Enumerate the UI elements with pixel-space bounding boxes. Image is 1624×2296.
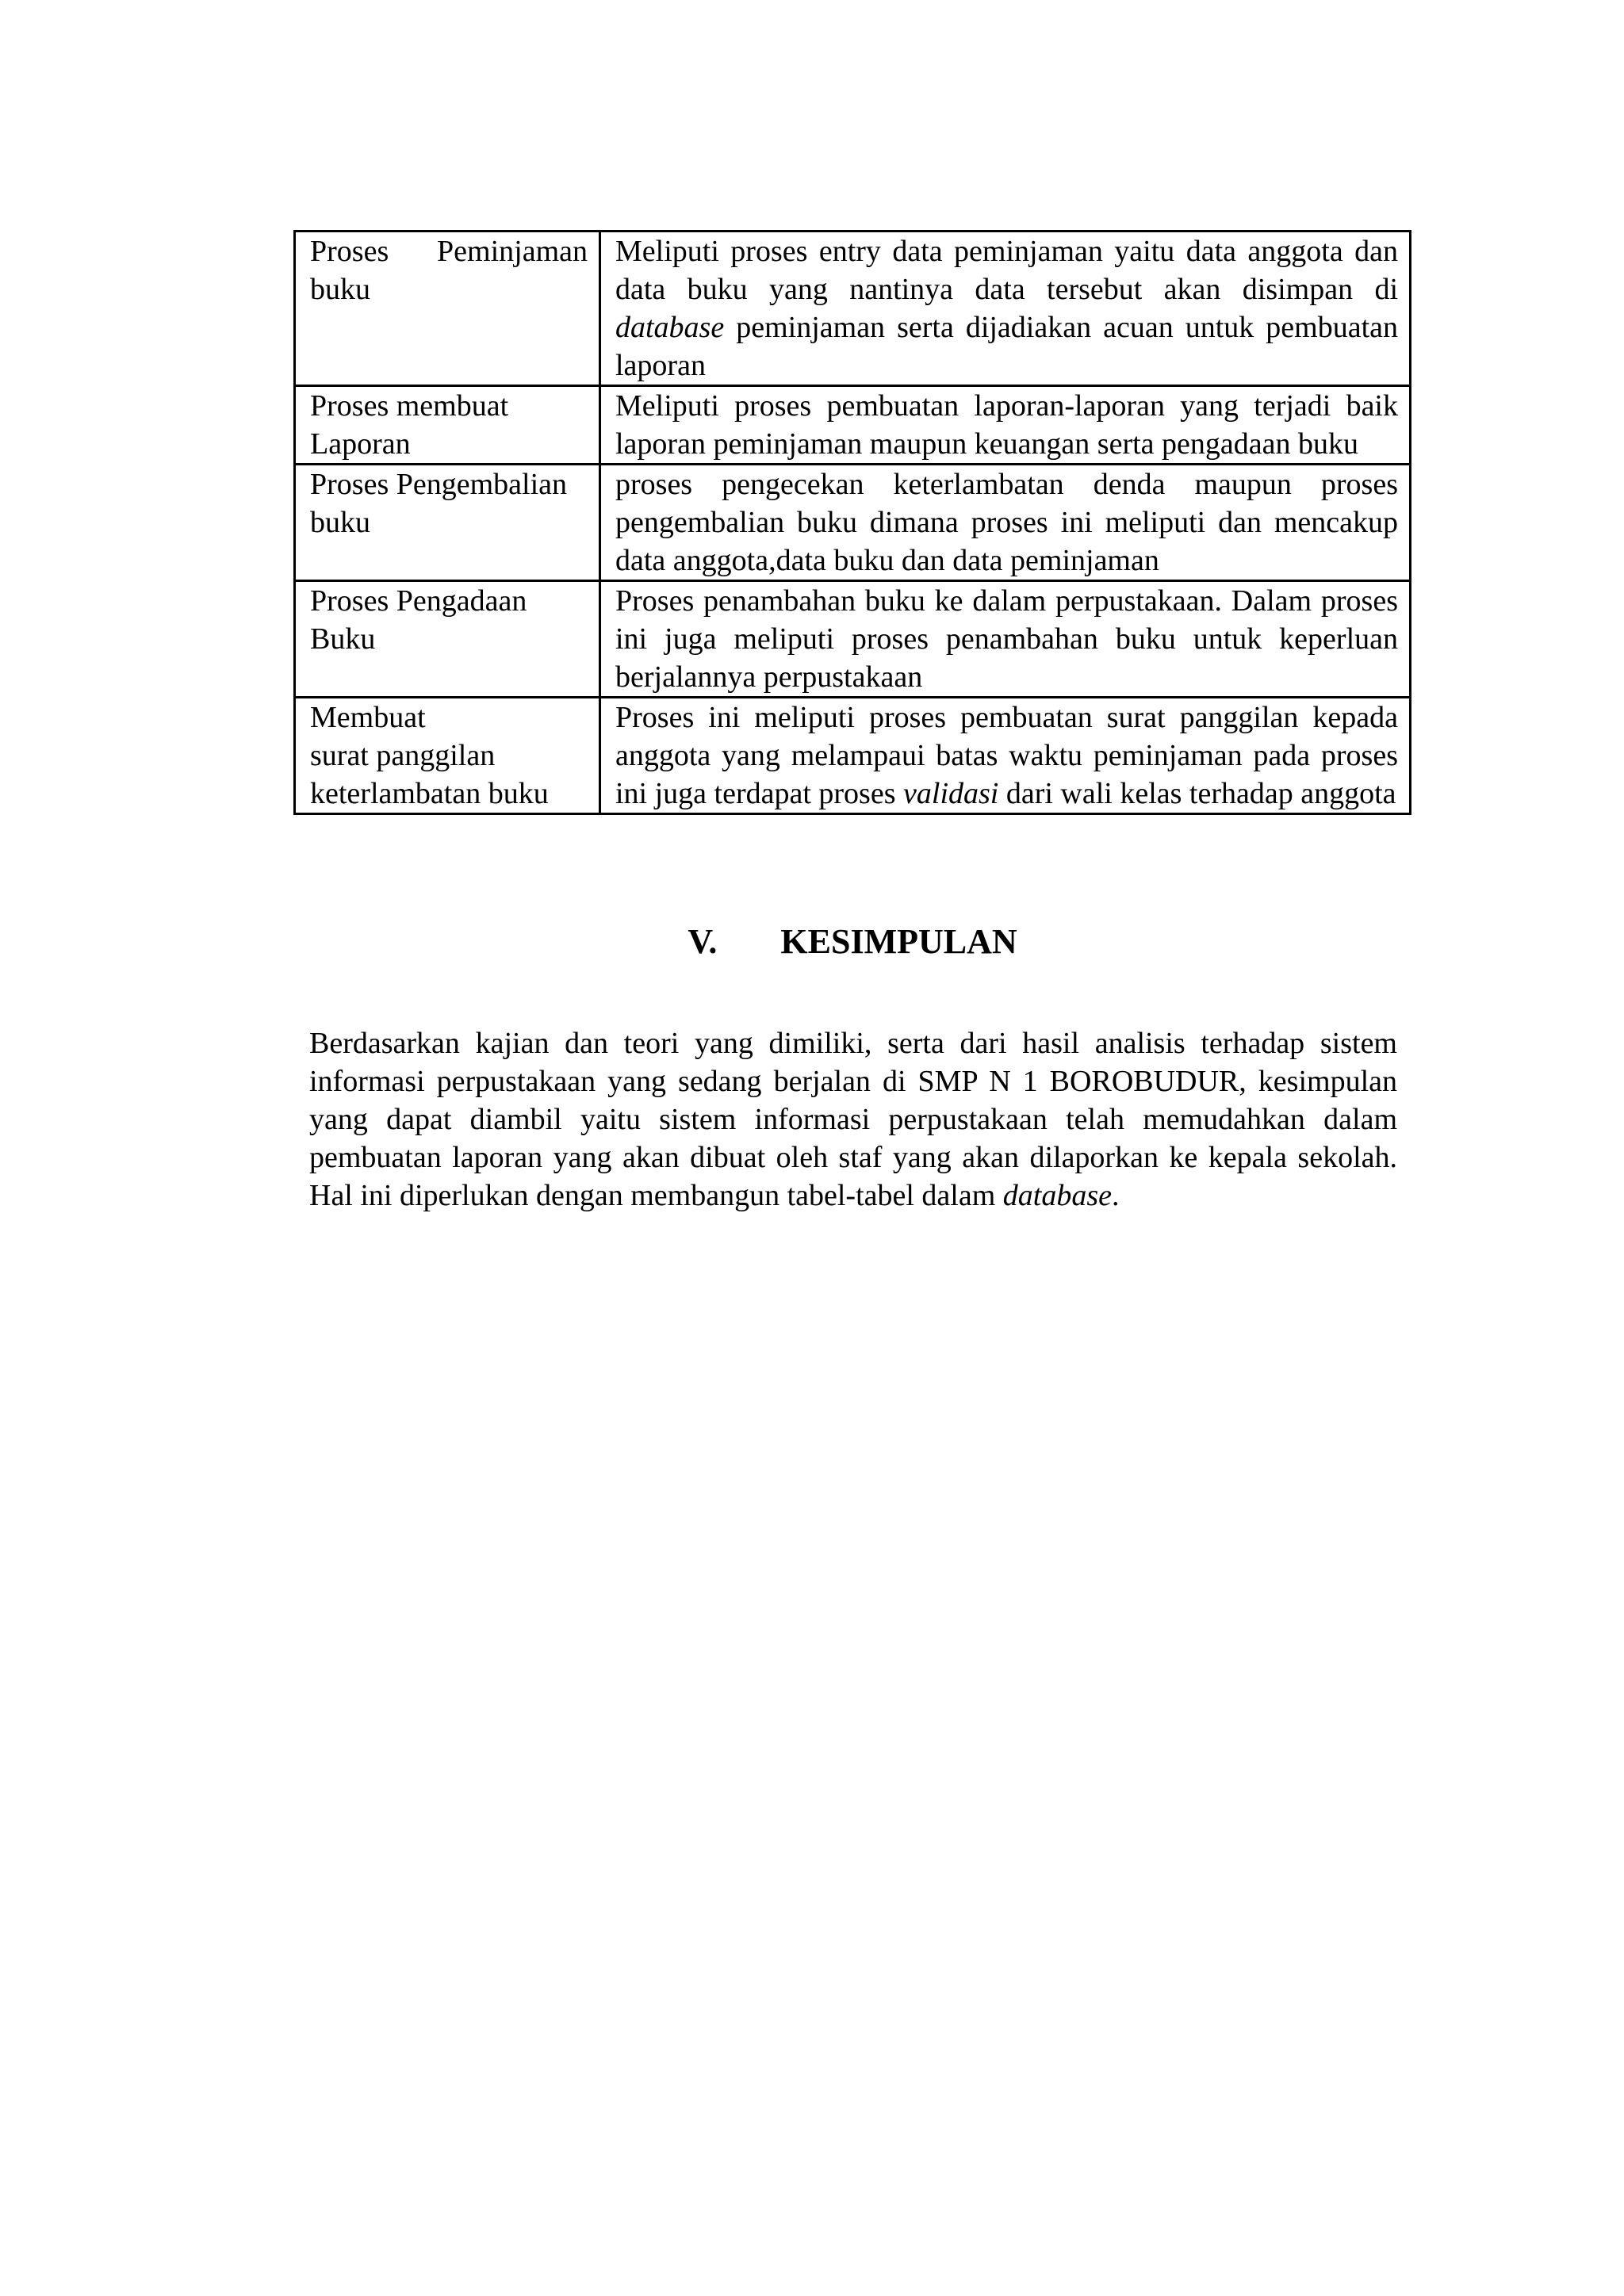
process-name-cell <box>295 232 600 386</box>
process-name-cell <box>295 386 600 465</box>
process-description-text: proses pengecekan keterlambatan denda maupun proses pengembalian buku dimana proses ini meliputi dan mencakup data anggota,data buku dan data peminjaman <box>615 468 1398 577</box>
section-title: KESIMPULAN <box>780 922 1017 961</box>
process-name: Proses membuat Laporan <box>310 389 509 461</box>
section-heading <box>293 920 1411 964</box>
process-name: Proses Pengadaan Buku <box>310 584 527 656</box>
process-description-cell <box>600 581 1411 698</box>
process-description-text: Proses penambahan buku ke dalam perpustakaan. Dalam proses ini juga meliputi proses penambahan buku untuk keperluan berjalannya perpustakaan <box>615 584 1398 694</box>
process-name-line: keterlambatan buku <box>310 777 549 810</box>
process-description-text: Meliputi proses pembuatan laporan-laporan yang terjadi baik laporan peminjaman maupun keuangan serta pengadaan buku <box>615 389 1398 461</box>
process-description-text: Proses ini meliputi proses pembuatan surat panggilan kepada anggota yang melampaui batas waktu peminjaman pada proses ini juga terdapat proses <box>615 701 1398 810</box>
italic-term: database <box>615 311 725 344</box>
process-name: Proses Peminjaman buku <box>310 235 588 306</box>
process-description-cell <box>600 386 1411 465</box>
process-name-cell <box>295 698 600 814</box>
process-name-cell <box>295 581 600 698</box>
process-description-cell <box>600 465 1411 581</box>
process-name-cell <box>295 465 600 581</box>
process-name-line: surat panggilan <box>310 739 496 772</box>
process-description-cell <box>600 232 1411 386</box>
process-name: Proses Pengembalian buku <box>310 468 568 539</box>
table-row <box>295 581 1411 698</box>
italic-term: database <box>1002 1179 1112 1212</box>
process-description-text: peminjaman serta dijadiakan acuan untuk pembuatan laporan <box>615 311 1398 382</box>
process-name-line: Membuat <box>310 701 426 734</box>
conclusion-text: Berdasarkan kajian dan teori yang dimiliki, serta dari hasil analisis terhadap sistem informasi perpustakaan yang sedang berjalan di SMP N 1 BOROBUDUR, kesimpulan yang dapat diambil yaitu sistem informasi perpustakaan telah memudahkan dalam pembuatan laporan yang akan dibuat oleh staf yang akan dilaporkan ke kepala sekolah. Hal ini diperlukan dengan membangun tabel-tabel dalam <box>309 1027 1397 1212</box>
conclusion-text: . <box>1111 1179 1120 1212</box>
section-number: V. <box>688 922 718 961</box>
conclusion-paragraph <box>309 1024 1397 1215</box>
process-description-text: dari wali kelas terhadap anggota <box>998 777 1396 810</box>
process-description-text: Meliputi proses entry data peminjaman yaitu data anggota dan data buku yang nantinya data tersebut akan disimpan di <box>615 235 1398 306</box>
process-table <box>293 230 1411 815</box>
table-row <box>295 698 1411 814</box>
table-row <box>295 232 1411 386</box>
table-row <box>295 386 1411 465</box>
process-description-cell <box>600 698 1411 814</box>
table-row <box>295 465 1411 581</box>
italic-term: validasi <box>903 777 999 810</box>
